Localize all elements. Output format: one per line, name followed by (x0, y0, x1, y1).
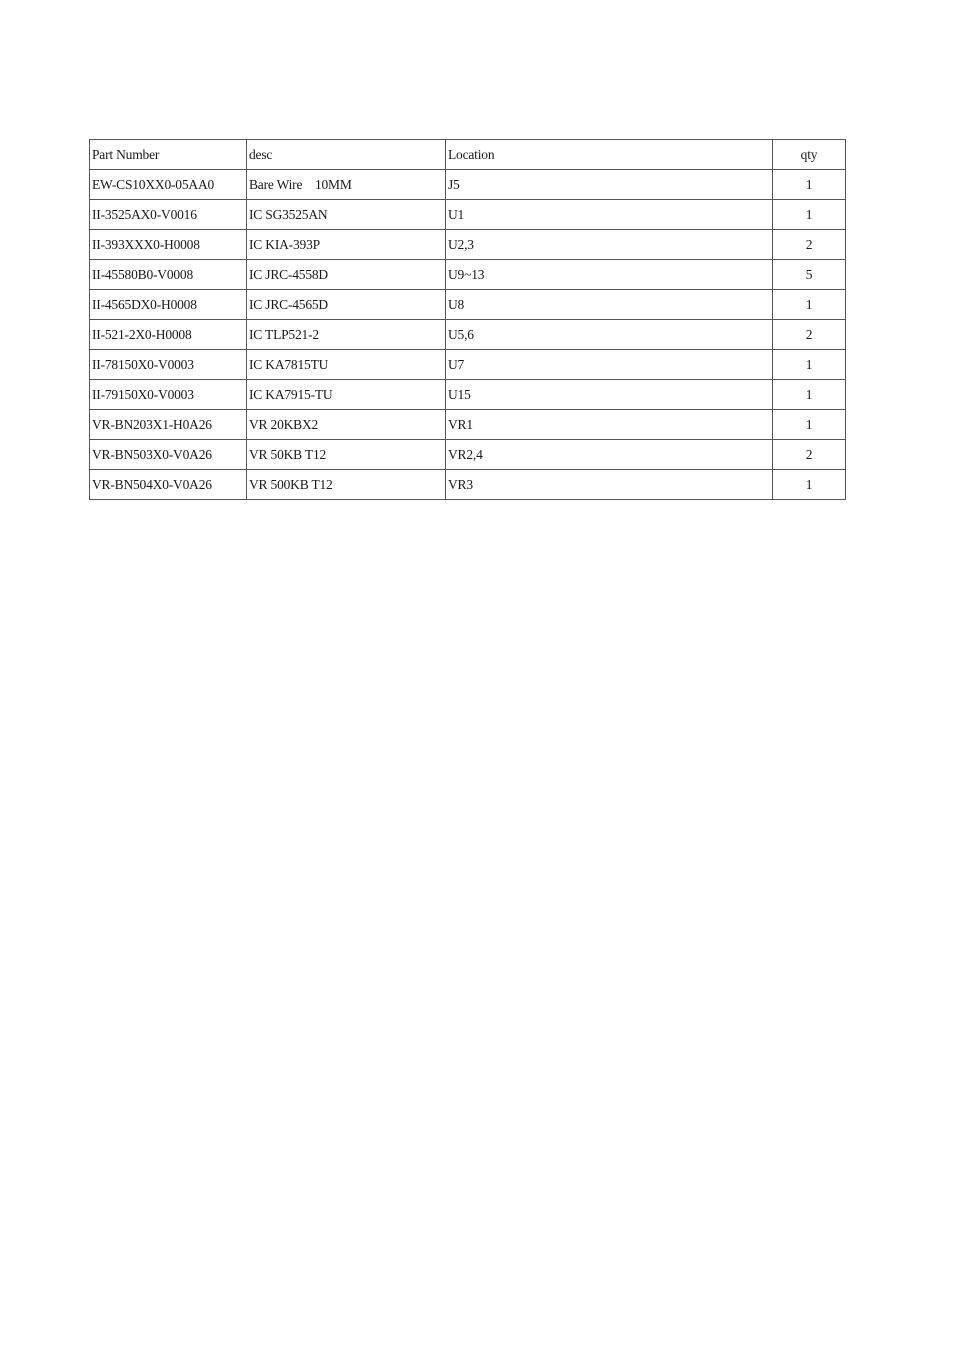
cell-location: U15 (446, 380, 773, 410)
cell-location: U9~13 (446, 260, 773, 290)
cell-desc: VR 50KB T12 (247, 440, 446, 470)
table-row (90, 290, 846, 320)
table-row (90, 380, 846, 410)
table-row (90, 200, 846, 230)
cell-desc: IC KA7915-TU (247, 380, 446, 410)
cell-location: J5 (446, 170, 773, 200)
cell-location: VR3 (446, 470, 773, 500)
table-row (90, 470, 846, 500)
cell-location: VR1 (446, 410, 773, 440)
cell-desc: IC KA7815TU (247, 350, 446, 380)
cell-location: U8 (446, 290, 773, 320)
cell-part-number: VR-BN203X1-H0A26 (90, 410, 247, 440)
cell-qty: 2 (773, 230, 846, 260)
cell-location: U1 (446, 200, 773, 230)
cell-part-number: II-393XXX0-H0008 (90, 230, 247, 260)
cell-part-number: VR-BN504X0-V0A26 (90, 470, 247, 500)
parts-table (89, 139, 846, 500)
cell-qty: 1 (773, 470, 846, 500)
cell-part-number: VR-BN503X0-V0A26 (90, 440, 247, 470)
cell-part-number: II-3525AX0-V0016 (90, 200, 247, 230)
cell-location: VR2,4 (446, 440, 773, 470)
header-part-number: Part Number (90, 140, 247, 170)
cell-part-number: II-78150X0-V0003 (90, 350, 247, 380)
cell-location: U7 (446, 350, 773, 380)
cell-qty: 2 (773, 320, 846, 350)
table-row (90, 170, 846, 200)
cell-location: U2,3 (446, 230, 773, 260)
header-desc: desc (247, 140, 446, 170)
header-qty: qty (773, 140, 846, 170)
table-header-row (90, 140, 846, 170)
table-row (90, 320, 846, 350)
cell-qty: 1 (773, 290, 846, 320)
cell-desc: IC SG3525AN (247, 200, 446, 230)
table-row (90, 440, 846, 470)
cell-qty: 1 (773, 410, 846, 440)
cell-qty: 1 (773, 170, 846, 200)
cell-location: U5,6 (446, 320, 773, 350)
header-location: Location (446, 140, 773, 170)
table-row (90, 230, 846, 260)
cell-desc: IC JRC-4565D (247, 290, 446, 320)
cell-desc: VR 20KBX2 (247, 410, 446, 440)
cell-part-number: II-45580B0-V0008 (90, 260, 247, 290)
cell-part-number: II-4565DX0-H0008 (90, 290, 247, 320)
cell-part-number: II-79150X0-V0003 (90, 380, 247, 410)
table-row (90, 350, 846, 380)
cell-qty: 5 (773, 260, 846, 290)
cell-desc: IC TLP521-2 (247, 320, 446, 350)
cell-part-number: EW-CS10XX0-05AA0 (90, 170, 247, 200)
cell-qty: 1 (773, 350, 846, 380)
cell-desc: IC JRC-4558D (247, 260, 446, 290)
cell-qty: 1 (773, 200, 846, 230)
cell-desc: Bare Wire 10MM (247, 170, 446, 200)
cell-desc: VR 500KB T12 (247, 470, 446, 500)
cell-part-number: II-521-2X0-H0008 (90, 320, 247, 350)
cell-qty: 1 (773, 380, 846, 410)
table-row (90, 260, 846, 290)
table-row (90, 410, 846, 440)
cell-qty: 2 (773, 440, 846, 470)
cell-desc: IC KIA-393P (247, 230, 446, 260)
table-body (90, 170, 846, 500)
